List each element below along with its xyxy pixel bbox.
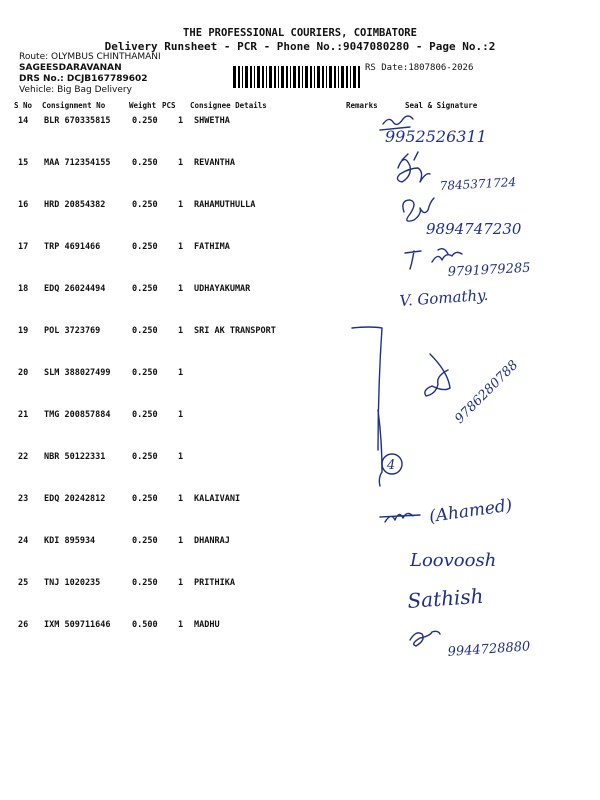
table-row: [0, 578, 600, 598]
table-row: [0, 284, 600, 304]
row-weight: 0.250: [132, 200, 158, 210]
row-weight: 0.250: [132, 116, 158, 126]
row-sno: 25: [18, 578, 29, 588]
row-pcs: 1: [178, 242, 184, 252]
row-sno: 14: [18, 116, 29, 126]
row-consignee: RAHAMUTHULLA: [194, 200, 256, 210]
row-pcs: 1: [178, 200, 184, 210]
drs-number: DRS No.: DCJB167789602: [19, 74, 148, 84]
barcode-bar: [305, 66, 308, 88]
barcode-bar: [350, 66, 351, 88]
row-sno: 16: [18, 200, 29, 210]
row-consignment: BLR 670335815: [44, 116, 111, 126]
row-sno: 19: [18, 326, 29, 336]
handwritten-phone: 9944728880: [447, 639, 531, 660]
handwritten-phone: 9894747230: [426, 220, 522, 238]
table-row: [0, 494, 600, 514]
row-pcs: 1: [178, 368, 184, 378]
table-row: [0, 116, 600, 136]
barcode-bar: [334, 66, 336, 88]
row-weight: 0.250: [132, 242, 158, 252]
handwritten-name: Loovoosh: [410, 550, 497, 571]
row-sno: 18: [18, 284, 29, 294]
barcode-bar: [314, 66, 315, 88]
row-consignment: EDQ 20242812: [44, 494, 106, 504]
row-consignee: DHANRAJ: [194, 536, 230, 546]
barcode-image: [233, 66, 361, 88]
barcode-bar: [242, 66, 243, 88]
row-weight: 0.250: [132, 494, 158, 504]
row-pcs: 1: [178, 494, 184, 504]
row-pcs: 1: [178, 158, 184, 168]
row-weight: 0.250: [132, 452, 158, 462]
table-row: [0, 158, 600, 178]
row-pcs: 1: [178, 578, 184, 588]
barcode-bar: [269, 66, 272, 88]
row-consignment: TRP 4691466: [44, 242, 101, 252]
row-consignee: UDHAYAKUMAR: [194, 284, 251, 294]
row-sno: 21: [18, 410, 29, 420]
vehicle-label: Vehicle: Big Bag Delivery: [19, 85, 132, 95]
table-row: [0, 326, 600, 346]
route-label: Route: OLYMBUS CHINTHAMANI: [19, 52, 161, 62]
table-row: [0, 242, 600, 262]
row-weight: 0.250: [132, 410, 158, 420]
barcode-bar: [274, 66, 276, 88]
row-sno: 17: [18, 242, 29, 252]
barcode-bar: [329, 66, 332, 88]
row-pcs: 1: [178, 536, 184, 546]
row-pcs: 1: [178, 116, 184, 126]
barcode-bar: [278, 66, 279, 88]
barcode-bar: [281, 66, 284, 88]
column-header-seal: Seal & Signature: [405, 101, 478, 110]
row-sno: 24: [18, 536, 29, 546]
column-header-sno: S No: [14, 101, 33, 110]
row-weight: 0.500: [132, 620, 158, 630]
table-row: [0, 368, 600, 388]
column-header-consignment: Consignment No: [42, 101, 106, 110]
column-header-weight: Weight: [129, 101, 157, 110]
handwritten-phone: 9786280788: [452, 357, 522, 427]
row-sno: 20: [18, 368, 29, 378]
row-consignee: KALAIVANI: [194, 494, 241, 504]
row-consignment: SLM 388027499: [44, 368, 111, 378]
barcode-bar: [341, 66, 344, 88]
barcode-bar: [310, 66, 312, 88]
barcode-bar: [286, 66, 288, 88]
row-pcs: 1: [178, 410, 184, 420]
handwritten-phone: 7845371724: [439, 175, 517, 193]
barcode-bar: [266, 66, 267, 88]
row-consignment: NBR 50122331: [44, 452, 106, 462]
barcode-bar: [346, 66, 348, 88]
row-weight: 0.250: [132, 578, 158, 588]
runsheet-title: THE PROFESSIONAL COURIERS, COIMBATORE: [183, 27, 417, 39]
barcode-bar: [238, 66, 240, 88]
row-weight: 0.250: [132, 284, 158, 294]
column-header-pcs: PCS: [162, 101, 176, 110]
handwritten-name: V. Gomathy.: [399, 285, 489, 310]
row-consignee: MADHU: [194, 620, 220, 630]
row-weight: 0.250: [132, 326, 158, 336]
barcode-bar: [262, 66, 264, 88]
row-consignment: EDQ 26024494: [44, 284, 106, 294]
row-consignee: SHWETHA: [194, 116, 230, 126]
row-sno: 23: [18, 494, 29, 504]
row-sno: 26: [18, 620, 29, 630]
row-pcs: 1: [178, 620, 184, 630]
row-consignment: MAA 712354155: [44, 158, 111, 168]
barcode-bar: [338, 66, 339, 88]
barcode-bar: [317, 66, 320, 88]
row-consignment: HRD 20854382: [44, 200, 106, 210]
runsheet-subtitle: Delivery Runsheet - PCR - Phone No.:9047080280 - Page No.:2: [104, 40, 496, 53]
handwritten-note: 4: [387, 458, 396, 473]
rs-date: RS Date:1807806-2026: [365, 63, 474, 73]
row-consignment: IXM 509711646: [44, 620, 111, 630]
row-pcs: 1: [178, 284, 184, 294]
staff-label: SAGEESDARAVANAN: [19, 63, 122, 73]
column-header-consignee: Consignee Details: [190, 101, 267, 110]
row-consignee: FATHIMA: [194, 242, 230, 252]
barcode-bar: [257, 66, 260, 88]
barcode-bar: [245, 66, 248, 88]
row-consignment: TNJ 1020235: [44, 578, 101, 588]
row-weight: 0.250: [132, 536, 158, 546]
column-header-remarks: Remarks: [346, 101, 378, 110]
row-consignment: KDI 895934: [44, 536, 96, 546]
row-pcs: 1: [178, 452, 184, 462]
row-weight: 0.250: [132, 158, 158, 168]
table-row: [0, 200, 600, 220]
barcode-bar: [322, 66, 324, 88]
barcode-bar: [233, 66, 236, 88]
table-row: [0, 620, 600, 640]
row-weight: 0.250: [132, 368, 158, 378]
barcode-bar: [302, 66, 303, 88]
handwritten-phone: 9952526311: [385, 127, 487, 146]
handwritten-name: Sathish: [406, 583, 485, 613]
barcode-bar: [353, 66, 356, 88]
row-consignee: PRITHIKA: [194, 578, 235, 588]
barcode-bar: [250, 66, 252, 88]
barcode-bar: [298, 66, 300, 88]
row-pcs: 1: [178, 326, 184, 336]
signature-scribble: [380, 513, 420, 522]
table-row: [0, 536, 600, 556]
barcode-bar: [326, 66, 327, 88]
table-row: [0, 452, 600, 472]
handwritten-name: (Ahamed): [427, 495, 514, 527]
barcode-bar: [254, 66, 255, 88]
row-consignment: TMG 200857884: [44, 410, 111, 420]
row-consignment: POL 3723769: [44, 326, 101, 336]
row-consignee: SRI AK TRANSPORT: [194, 326, 276, 336]
table-row: [0, 410, 600, 430]
barcode-bar: [358, 66, 360, 88]
handwritten-phone: 9791979285: [447, 260, 531, 280]
row-consignee: REVANTHA: [194, 158, 235, 168]
row-sno: 22: [18, 452, 29, 462]
barcode-bar: [293, 66, 296, 88]
row-sno: 15: [18, 158, 29, 168]
barcode-bar: [290, 66, 291, 88]
